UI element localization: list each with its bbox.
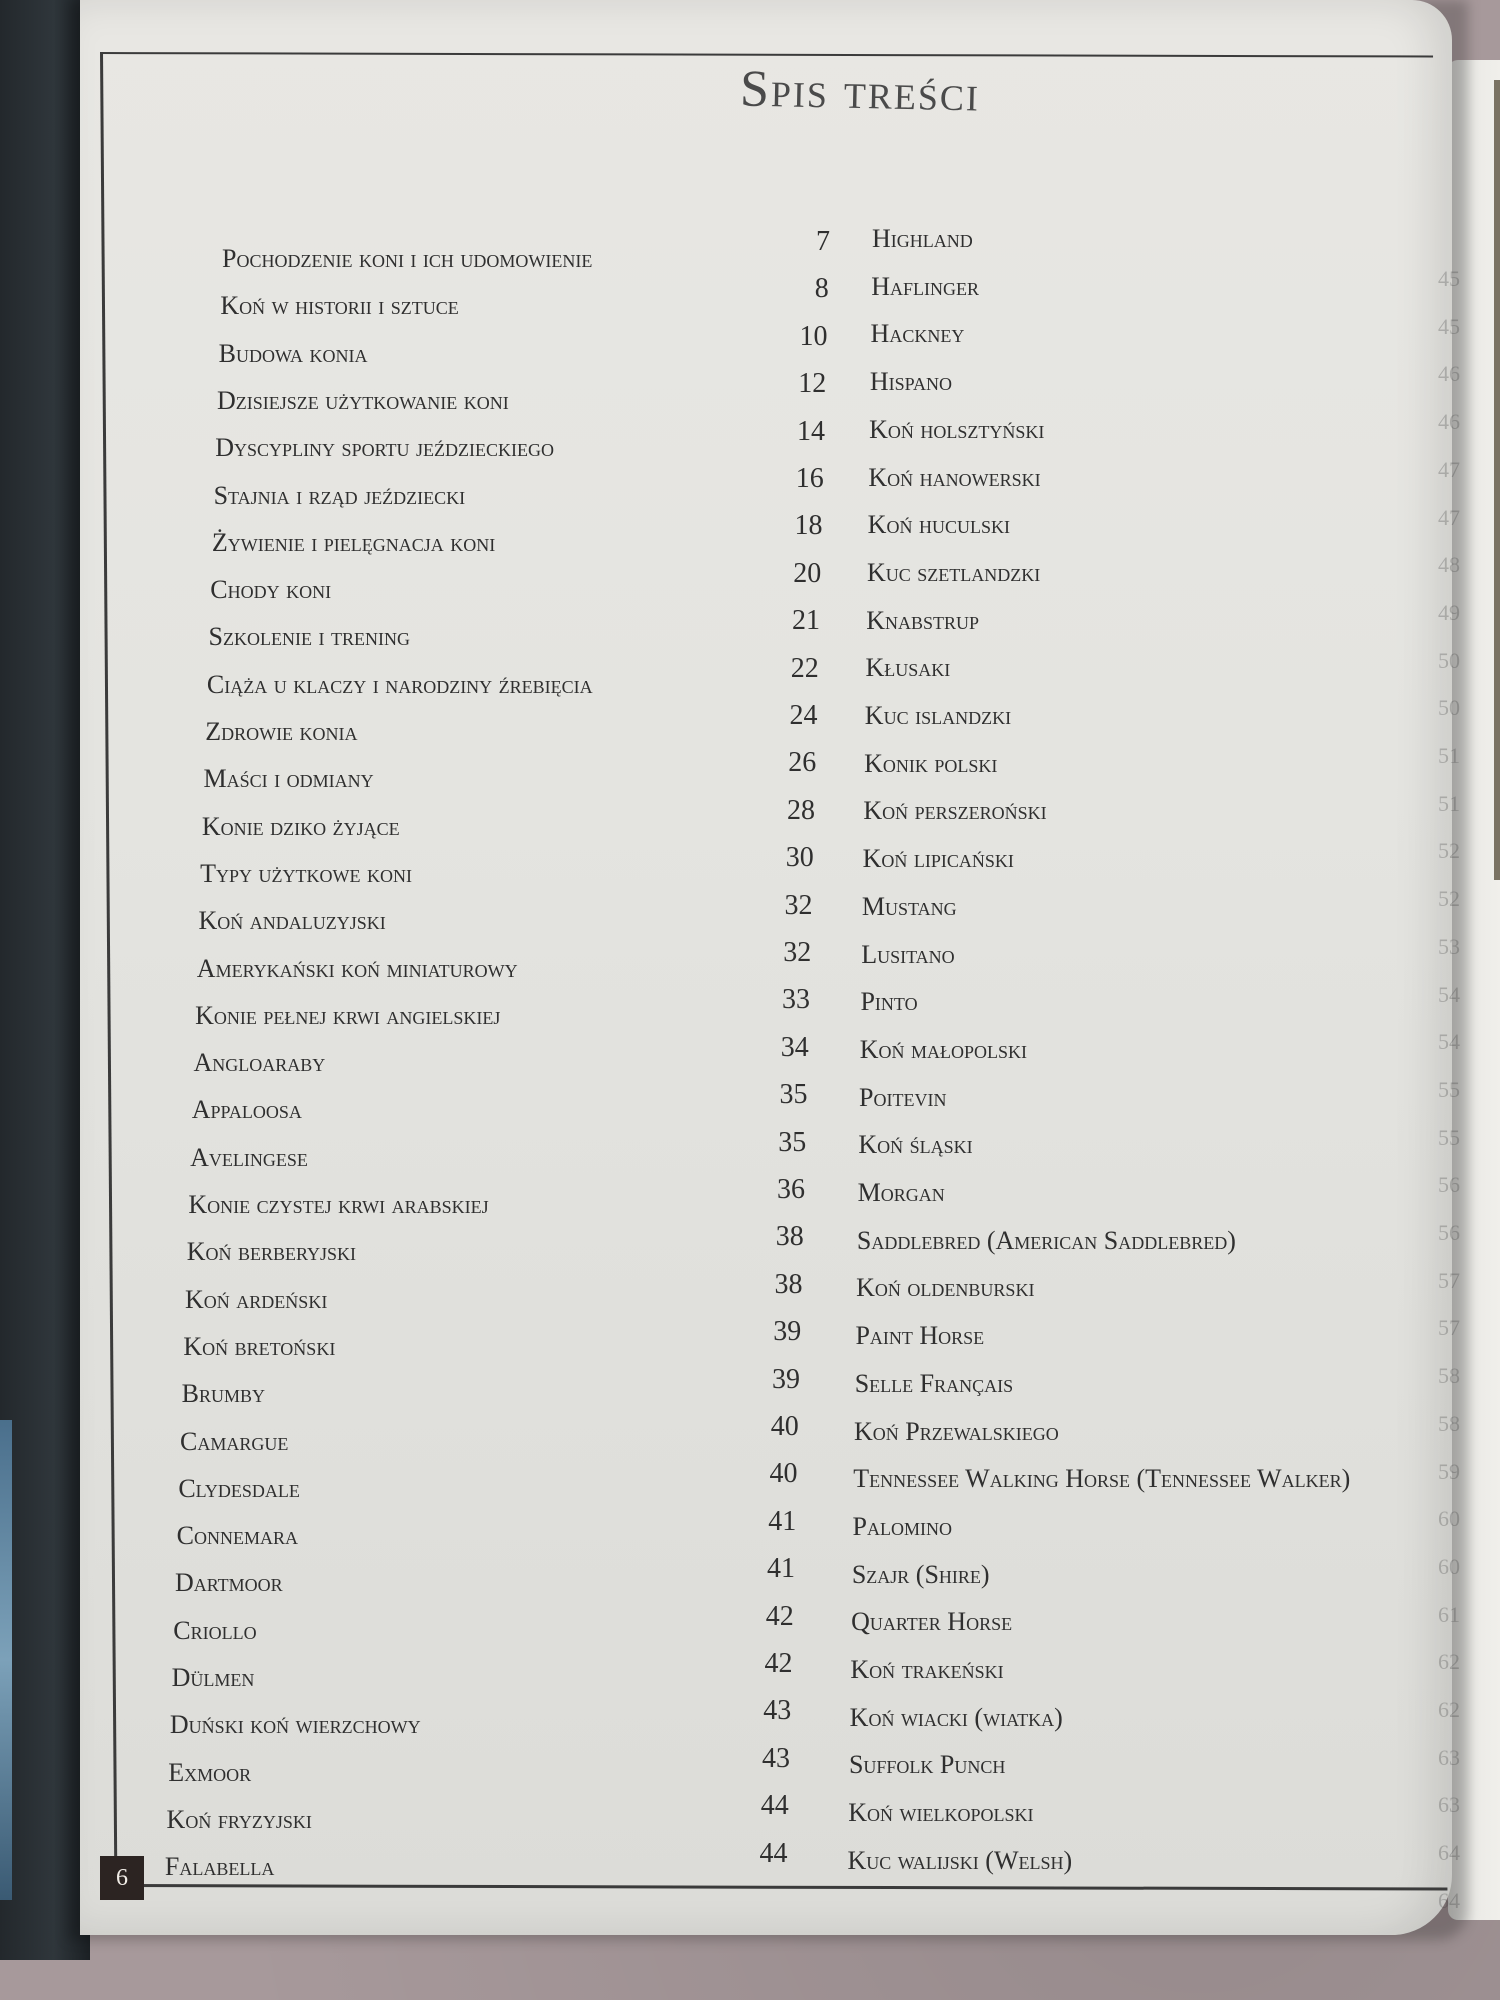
toc-right-page-number: 58 xyxy=(1438,1363,1460,1389)
toc-left-entry: Ciąża u klaczy i narodziny źrebięcia xyxy=(206,669,593,699)
toc-left-page-number: 41 xyxy=(767,1553,795,1585)
toc-left-entry: Szkolenie i trening xyxy=(208,622,410,652)
toc-right-page-number: 47 xyxy=(1438,504,1460,530)
toc-right-page-number: 62 xyxy=(1438,1697,1460,1722)
toc-right-entry: Kłusaki xyxy=(865,653,951,683)
toc-right-entry: Kuc walijski (Welsh) xyxy=(847,1845,1073,1875)
toc-right-page-number: 60 xyxy=(1438,1553,1460,1579)
toc-left-entry: Typy użytkowe koni xyxy=(200,858,413,888)
toc-right-page-number: 55 xyxy=(1438,1124,1460,1150)
toc-left-entry: Koń bretoński xyxy=(183,1331,336,1361)
toc-left-page-number: 7 xyxy=(816,226,830,257)
toc-right-page-number: 52 xyxy=(1438,838,1460,864)
toc-left-entry: Konie czystej krwi arabskiej xyxy=(188,1190,489,1219)
toc-left-page-number: 42 xyxy=(765,1600,794,1632)
toc-left-entry: Angloaraby xyxy=(193,1048,326,1078)
facing-page-photo-edge xyxy=(1494,80,1500,880)
toc-right-entry: Quarter Horse xyxy=(851,1607,1013,1637)
toc-right-page-number: 56 xyxy=(1438,1220,1460,1245)
toc-right-entry: Suffolk Punch xyxy=(848,1750,1006,1780)
toc-right-page-number: 45 xyxy=(1438,313,1460,339)
toc-left-entry: Koń ardeński xyxy=(185,1284,328,1314)
toc-left-page-number: 41 xyxy=(768,1505,797,1537)
page-title: Spis treści xyxy=(739,60,981,123)
toc-right-page-number: 45 xyxy=(1438,266,1460,291)
toc-left-page-number: 32 xyxy=(783,937,812,968)
toc-right-page-number: 51 xyxy=(1438,790,1460,816)
toc-left-entry: Koń berberyjski xyxy=(186,1237,357,1267)
toc-right-page-number: 58 xyxy=(1438,1410,1460,1436)
toc-left-page-number: 43 xyxy=(763,1695,792,1727)
toc-right-page-number: 51 xyxy=(1438,743,1460,768)
toc-left-entry: Dartmoor xyxy=(174,1568,283,1598)
toc-left-page-number: 39 xyxy=(773,1316,802,1348)
toc-left-page-number: 28 xyxy=(787,794,815,826)
page-number-badge: 6 xyxy=(100,1856,144,1900)
toc-left-entry: Avelingese xyxy=(190,1142,308,1172)
toc-right-entry: Szajr (Shire) xyxy=(851,1559,990,1589)
toc-right-entry: Palomino xyxy=(852,1511,952,1541)
toc-right-entry: Knabstrup xyxy=(866,605,980,635)
toc-left-page-number: 14 xyxy=(797,415,825,447)
toc-right-entry: Kuc szetlandzki xyxy=(866,557,1041,587)
toc-right-entry: Koń wielkopolski xyxy=(848,1798,1034,1828)
toc-left-page-number: 44 xyxy=(760,1790,789,1822)
toc-right-entry: Highland xyxy=(872,224,973,253)
toc-right-entry: Selle Français xyxy=(854,1368,1014,1398)
toc-right-page-number: 46 xyxy=(1438,409,1460,435)
toc-left-page-number: 40 xyxy=(770,1411,799,1442)
toc-left-entry: Konie dziko żyjące xyxy=(201,811,400,841)
toc-right-page-number: 46 xyxy=(1438,361,1460,387)
toc-left-entry: Pochodzenie koni i ich udomowienie xyxy=(222,244,593,273)
toc-left-entry: Exmoor xyxy=(168,1757,252,1787)
toc-left-page-number: 20 xyxy=(793,557,822,589)
toc-right-entry: Koń holsztyński xyxy=(869,414,1045,444)
toc-right-page-number: 48 xyxy=(1438,552,1460,578)
toc-right-page-number: 52 xyxy=(1438,886,1460,912)
toc-left-page-number: 12 xyxy=(798,368,827,400)
toc-right-entry: Pinto xyxy=(860,987,918,1017)
toc-right-entry: Koń trakeński xyxy=(850,1655,1004,1684)
toc-right-entry: Tennessee Walking Horse (Tennessee Walker) xyxy=(853,1464,1351,1494)
toc-right-entry: Saddlebred (American Saddlebred) xyxy=(856,1225,1236,1255)
toc-left-page-number: 38 xyxy=(774,1268,803,1300)
toc-left-entry: Falabella xyxy=(164,1852,275,1882)
toc-left-page-number: 34 xyxy=(780,1031,809,1063)
toc-right-page-number: 53 xyxy=(1438,933,1460,959)
toc-right-page-number: 60 xyxy=(1438,1506,1460,1532)
toc-left-page-number: 32 xyxy=(784,889,813,921)
toc-left-entry: Koń fryzyjski xyxy=(166,1804,312,1834)
toc-right-page-number: 63 xyxy=(1438,1792,1460,1818)
toc-right-page-number: 55 xyxy=(1438,1076,1460,1102)
toc-right-page-number: 57 xyxy=(1438,1267,1460,1293)
toc-right-page-number: 54 xyxy=(1438,981,1460,1007)
toc-left-page-number: 42 xyxy=(764,1648,793,1679)
toc-left-entry: Dülmen xyxy=(171,1663,255,1692)
toc-right-entry: Koń hanowerski xyxy=(868,462,1041,492)
toc-left-entry: Clydesdale xyxy=(178,1473,300,1503)
toc-right-page-number: 62 xyxy=(1438,1649,1460,1675)
toc-right-entry: Koń małopolski xyxy=(859,1034,1028,1064)
toc-left-page-number: 35 xyxy=(778,1126,807,1158)
toc-left-page-number: 40 xyxy=(769,1458,798,1490)
toc-right-page-number: 59 xyxy=(1438,1458,1460,1484)
toc-left-entry: Maści i odmiany xyxy=(203,764,374,794)
toc-left-entry: Koń andaluzyjski xyxy=(198,906,386,936)
toc-left-entry: Duński koń wierzchowy xyxy=(169,1710,421,1740)
toc-right-entry: Koń perszeroński xyxy=(863,796,1047,826)
toc-left-entry: Dzisiejsze użytkowanie koni xyxy=(216,385,509,415)
toc-left-entry: Żywienie i pielęgnacja koni xyxy=(211,527,496,557)
toc-left-entry: Connemara xyxy=(176,1521,298,1551)
toc-right-page-number: 57 xyxy=(1438,1315,1460,1341)
toc-right-page-number: 56 xyxy=(1438,1172,1460,1198)
toc-left-page-number: 10 xyxy=(799,320,828,352)
toc-left-page-number: 18 xyxy=(794,510,823,542)
toc-left-entry: Criollo xyxy=(173,1615,257,1645)
toc-left-page-number: 8 xyxy=(814,273,829,305)
toc-left-entry: Zdrowie konia xyxy=(205,717,358,746)
toc-right-entry: Konik polski xyxy=(864,748,998,778)
toc-right-entry: Koń śląski xyxy=(858,1130,973,1160)
toc-left-page-number: 39 xyxy=(772,1363,800,1395)
toc-left-page-number: 30 xyxy=(785,842,814,874)
toc-left-entry: Budowa konia xyxy=(218,338,368,368)
toc-left-entry: Konie pełnej krwi angielskiej xyxy=(195,1000,501,1030)
toc-right-entry: Koń wiacki (wiatka) xyxy=(849,1702,1063,1732)
toc-right-entry: Lusitano xyxy=(861,939,955,969)
toc-left-page-number: 44 xyxy=(759,1837,788,1869)
toc-right-entry: Mustang xyxy=(861,891,957,921)
toc-right-page-number: 64 xyxy=(1438,1887,1460,1913)
toc-left-entry: Stajnia i rząd jeździecki xyxy=(213,480,466,510)
toc-left-page-number: 35 xyxy=(779,1079,808,1111)
toc-left-page-number: 33 xyxy=(782,984,810,1016)
toc-right-entry: Koń huculski xyxy=(867,510,1010,540)
toc-right-page-number: 61 xyxy=(1438,1601,1460,1627)
toc-right-entry: Hispano xyxy=(869,367,952,397)
toc-right-page-number: 50 xyxy=(1438,695,1460,721)
toc-left-page-number: 26 xyxy=(788,747,817,779)
toc-right-page-number: 54 xyxy=(1438,1029,1460,1055)
toc-right-entry: Haflinger xyxy=(871,271,980,301)
toc-right-entry: Koń oldenburski xyxy=(856,1273,1035,1303)
toc-left-entry: Amerykański koń miniaturowy xyxy=(196,953,518,983)
toc-right-entry: Paint Horse xyxy=(855,1321,985,1351)
toc-left-entry: Chody koni xyxy=(210,575,332,605)
toc-right-page-number: 63 xyxy=(1438,1744,1460,1770)
toc-left-entry: Dyscypliny sportu jeździeckiego xyxy=(215,433,554,463)
toc-right-entry: Koń lipicański xyxy=(862,844,1014,874)
toc-right-page-number: 49 xyxy=(1438,599,1460,625)
toc-left-entry: Brumby xyxy=(181,1379,266,1409)
toc-left-page-number: 16 xyxy=(795,463,824,494)
toc-left-page-number: 21 xyxy=(792,605,820,637)
toc-right-page-number: 64 xyxy=(1438,1840,1460,1866)
book-cover-image-edge xyxy=(0,1420,12,1900)
toc-right-entry: Morgan xyxy=(857,1178,945,1207)
toc-right-entry: Poitevin xyxy=(859,1082,947,1112)
toc-left-page-number: 22 xyxy=(790,652,819,684)
toc-left-page-number: 36 xyxy=(777,1174,805,1205)
toc-left-page-number: 24 xyxy=(789,700,818,731)
toc-right-entry: Koń Przewalskiego xyxy=(854,1416,1059,1446)
toc-right-entry: Kuc islandzki xyxy=(864,701,1012,730)
toc-left-page-number: 43 xyxy=(762,1742,790,1774)
toc-left-entry: Appaloosa xyxy=(191,1095,302,1125)
toc-right-entry: Hackney xyxy=(870,319,965,349)
toc-right-page-number: 47 xyxy=(1438,456,1460,482)
toc-left-entry: Koń w historii i sztuce xyxy=(220,291,459,321)
toc-left-page-number: 38 xyxy=(775,1221,804,1253)
toc-left-entry: Camargue xyxy=(180,1426,289,1456)
toc-right-page-number: 50 xyxy=(1438,647,1460,673)
